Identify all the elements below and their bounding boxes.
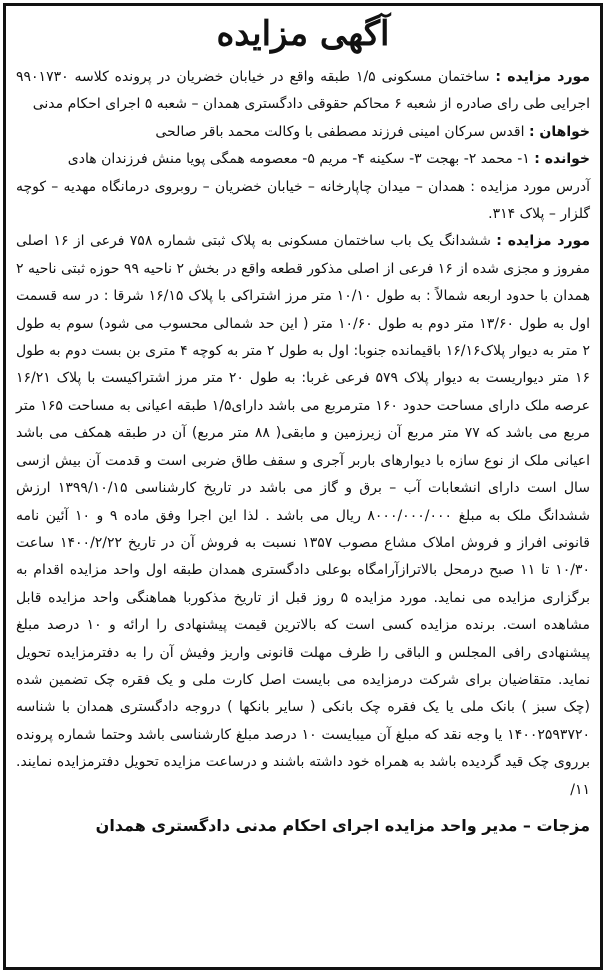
signature-label: مزجات bbox=[536, 815, 590, 835]
notice-body bbox=[6, 6, 600, 840]
defendant-text: ۱- محمد ۲- بهجت ۳- سکینه ۴- مریم ۵- معصومه همگی پویا منش فرزندان هادی bbox=[67, 151, 530, 168]
defendant-label: خوانده : bbox=[534, 151, 590, 168]
signature-line bbox=[16, 812, 590, 840]
signature-text: مدیر واحد مزایده اجرای احکام مدنی دادگستری همدان bbox=[95, 815, 518, 835]
address-paragraph: آدرس مورد مزایده : همدان – میدان چاپارخانه – خیابان خضریان – روبروی درمانگاه مهدیه – کوچه گلزار – پلاک ۳۱۴. bbox=[16, 178, 590, 223]
claimant-text: اقدس سرکان امینی فرزند مصطفی با وکالت محمد باقر صالحی bbox=[155, 123, 525, 140]
item-label: مورد مزایده : bbox=[496, 233, 590, 250]
claimant-label: خواهان : bbox=[528, 123, 590, 140]
subject-paragraph bbox=[16, 64, 590, 119]
item-paragraph bbox=[16, 228, 590, 804]
notice-frame bbox=[3, 3, 603, 970]
defendant-paragraph bbox=[16, 146, 590, 173]
subject-text: ساختمان مسکونی ۱/۵ طبقه واقع در خیابان خضریان در پرونده کلاسه ۹۹۰۱۷۳۰ اجرایی طی رای صادره از شعبه ۶ محاکم حقوقی دادگستری همدان – شعبه ۵ اجرای احکام مدنی bbox=[16, 69, 590, 113]
signature-dash: – bbox=[517, 815, 531, 835]
claimant-paragraph bbox=[16, 119, 590, 146]
item-text: ششدانگ یک باب ساختمان مسکونی به پلاک ثبتی شماره ۷۵۸ فرعی از ۱۶ اصلی مفروز و مجزی شده از ۱۶ فرعی از اصلی مذکور قطعه واقع در بخش ۲ ناحیه ۹۹ حوزه ثبتی ناحیه ۲ همدان با حدود اربعه شمالاً : به طول ۱۰/۱۰ متر مرز اشتراکی با پلاک ۱۶/۱۵ شرقا : در سه قسمت اول به طول ۱۳/۶۰ متر دوم به طول ۱۰/۶۰ متر ( این حد شمالی محسوب می شود) سوم به طول ۲ متر به دیوار پلاک۱۶/۱۶ باقیمانده جنوبا: اول به طول ۲ متر به کوچه ۴ متری بن بست دوم به طول ۱۶ متر دیواریست به دیوار پلاک ۵۷۹ فرعی غربا: به طول ۲۰ متر مرز اشتراکیست با پلاک ۱۶/۲۱ عرصه ملک دارای مساحت حدود ۱۶۰ مترمربع می باشد دارای۱/۵ طبقه اعیانی به مساحت ۱۶۵ متر مربع می باشد که ۷۷ متر مربع آن زیرزمین و مابقی( ۸۸ متر مربع) آن در طبقه همکف می باشد اعیانی ملک از نوع سازه با دیوارهای باربر آجری و سقف طاق ضربی است و قدمت آن بیش ازسی سال است دارای انشعابات آب – برق و گاز می باشد در تاریخ کارشناسی ۱۳۹۹/۱۰/۱۵ ارزش ششدانگ ملک به مبلغ ۸۰۰۰/۰۰۰/۰۰۰ ریال می باشد . لذا این اجرا وفق ماده ۹ و ۱۰ آئین نامه قانونی افراز و فروش املاک مشاع مصوب ۱۳۵۷ نسبت به فروش آن در تاریخ ۱۴۰۰/۲/۲۲ ساعت ۱۰/۳۰ تا ۱۱ صبح درمحل بالاترازآرامگاه بوعلی دادگستری همدان طبقه اول واحد مزایده اقدام به برگزاری مزایده می نماید. مورد مزایده ۵ روز قبل از تاریخ مذکوربا هماهنگی واحد مزایده قابل مشاهده است. برنده مزایده کسی است که بالاترین قیمت پیشنهادی را ارائه و ۱۰ درصد مبلغ پیشنهادی رافی المجلس و الباقی را ظرف مهلت قانونی واریز وفیش آن را به دفترمزایده تحویل نماید. متقاضیان برای شرکت درمزایده می بایست اصل کارت ملی و یک فقره چک تضمین شده (چک سبز ) بانک ملی یا یک فقره چک بانکی ( سایر بانکها ) دروجه دادگستری همدان با شناسه ۱۴۰۰۲۵۹۳۷۲۰ یا وجه نقد که مبلغ آن میبایست ۱۰ درصد مبلغ کارشناسی باشد وحتما شماره پرونده برروی چک قید گردیده باشد به همراه خود داشته باشند و درساعت مزایده تحویل دفترمزایده نمایند. ۱۱/ bbox=[16, 233, 591, 798]
subject-label: مورد مزایده : bbox=[495, 69, 590, 85]
notice-title: آگهی مزایده bbox=[216, 14, 390, 54]
